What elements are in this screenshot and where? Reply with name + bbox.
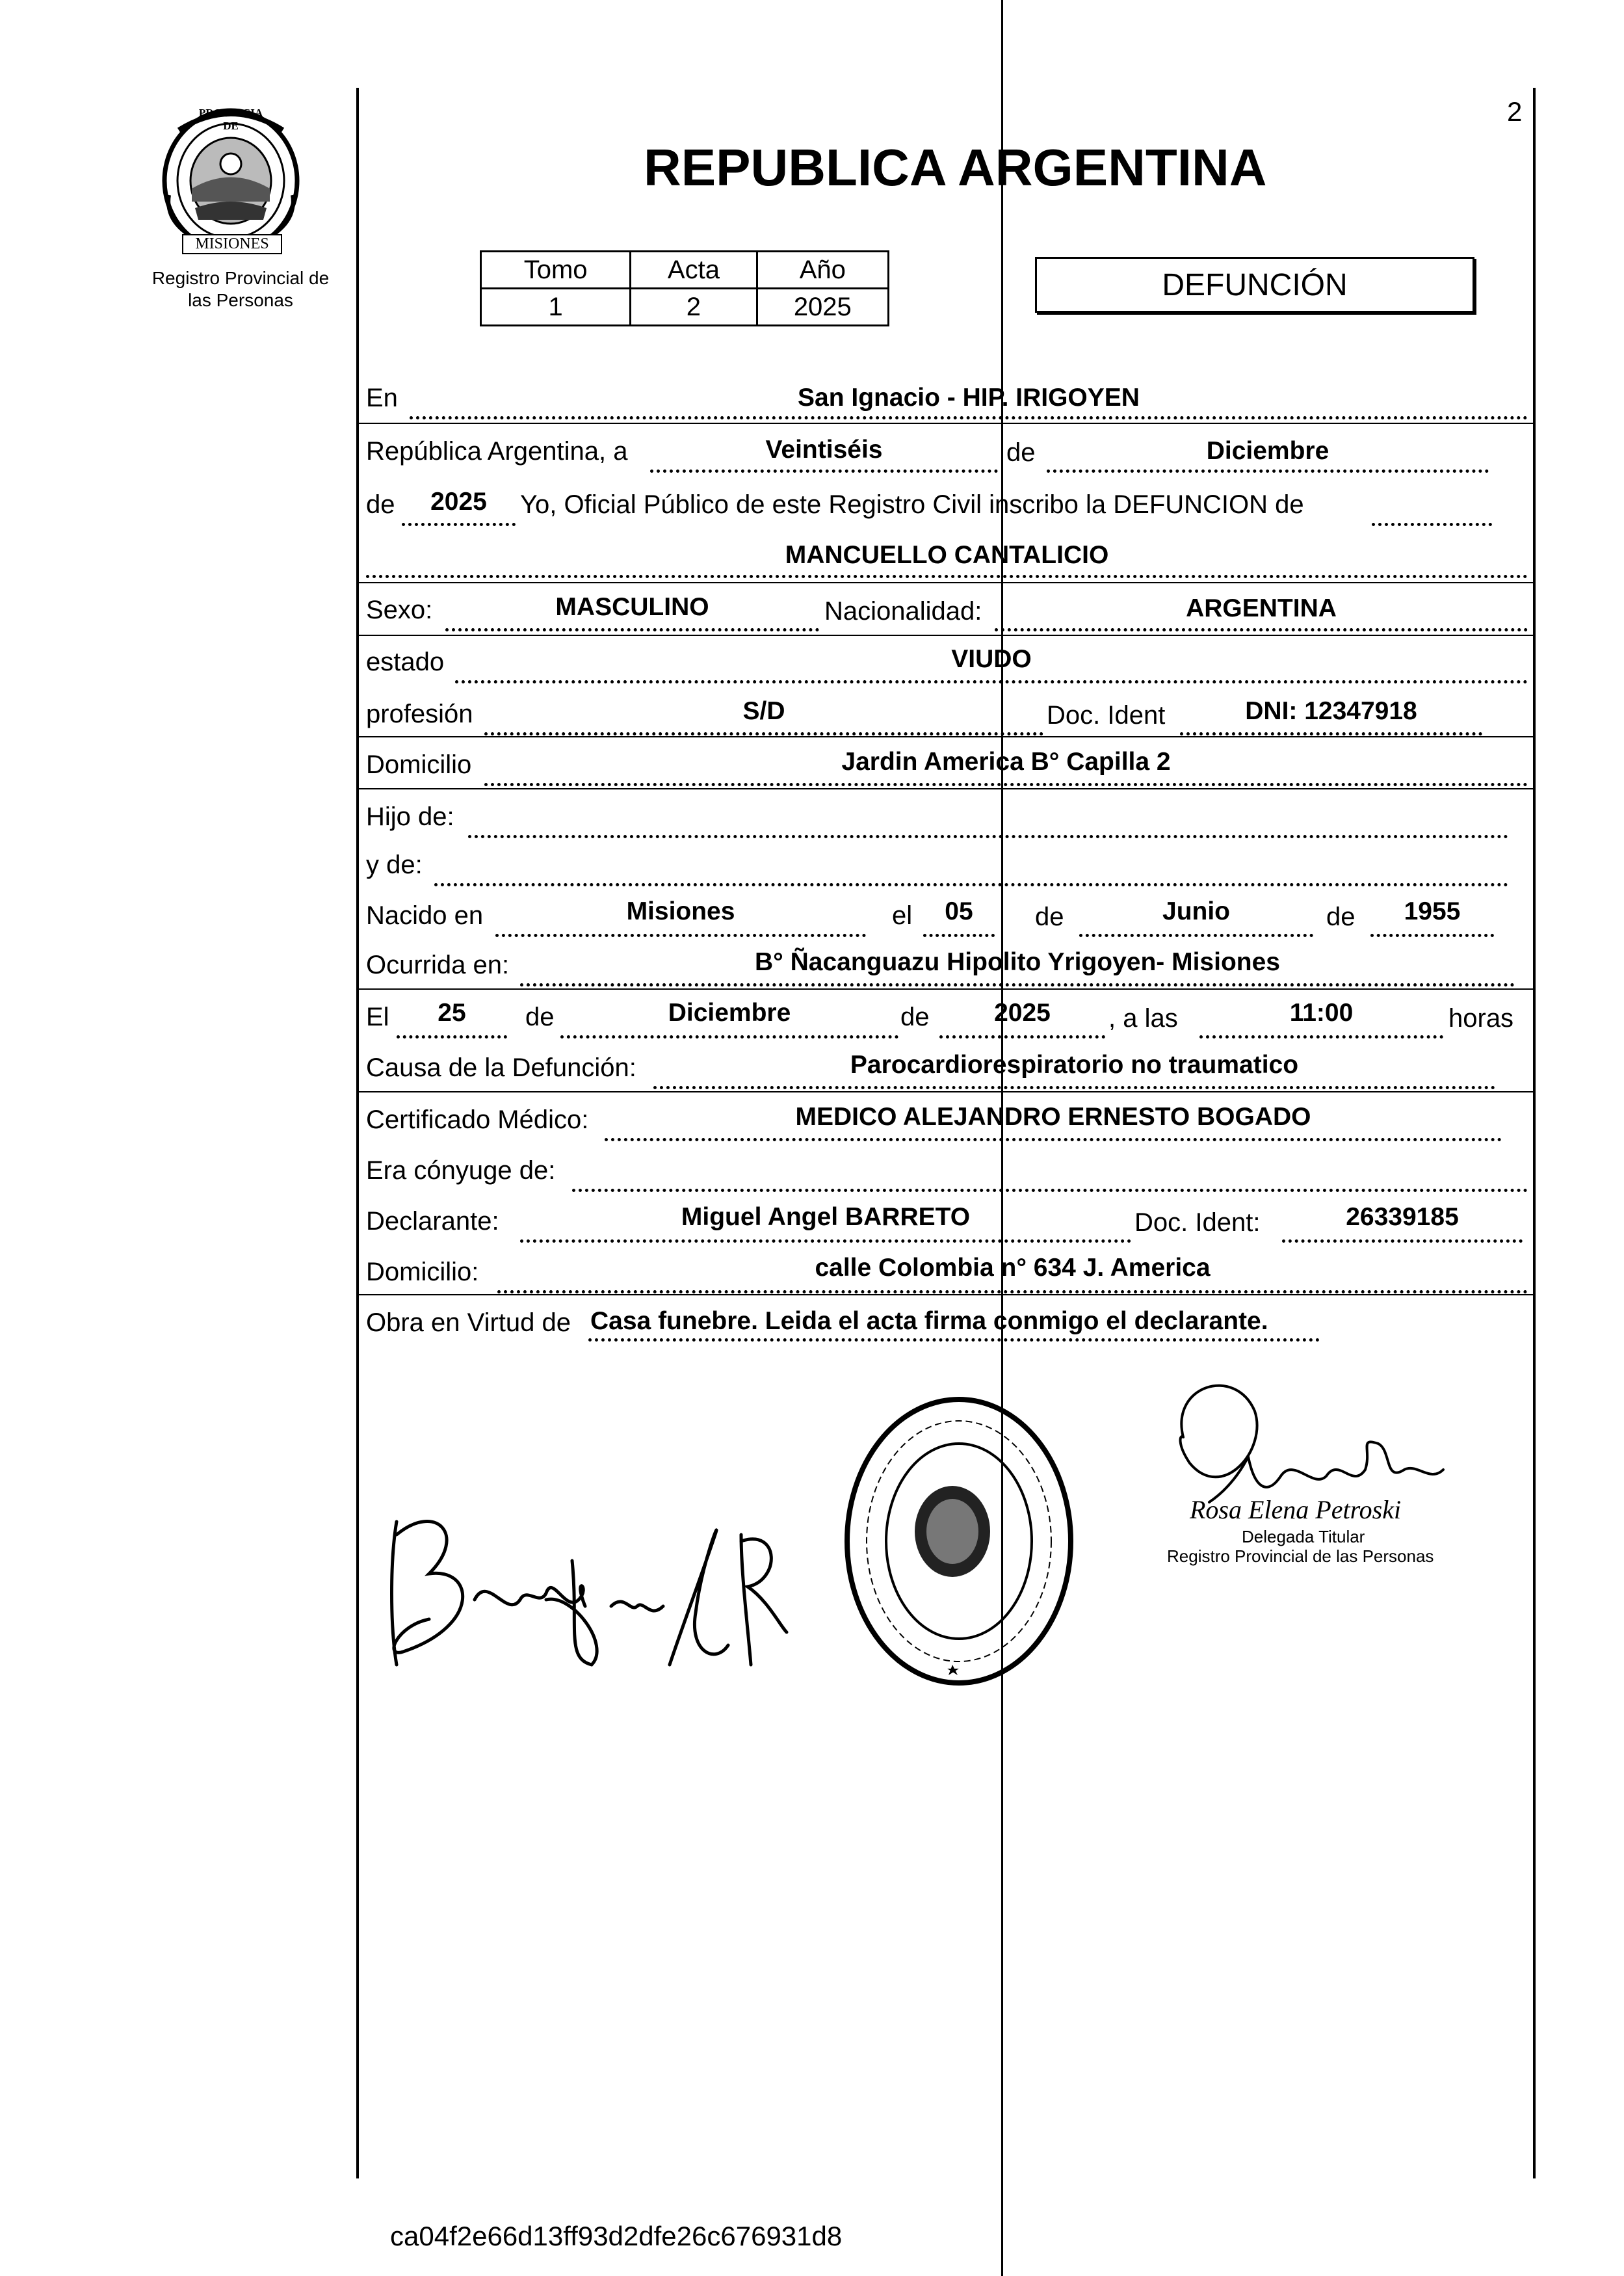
muerte-de1-label: de	[525, 1003, 555, 1031]
fecha-label: República Argentina, a	[366, 437, 628, 466]
row-rule	[359, 1294, 1533, 1295]
muerte-dia-value: 25	[438, 999, 466, 1027]
de-label: de	[1006, 438, 1036, 467]
registry-name-line2: las Personas	[188, 290, 293, 310]
muerte-de2-label: de	[900, 1003, 930, 1031]
left-margin-line	[356, 88, 359, 2178]
acta-header: Acta	[631, 252, 757, 289]
causa-label: Causa de la Defunción:	[366, 1053, 636, 1082]
muerte-mes-dots	[560, 1035, 898, 1039]
declarante-doc-value: 26339185	[1346, 1203, 1459, 1231]
nacido-dia-value: 05	[945, 897, 973, 925]
declarante-dots	[520, 1239, 1131, 1243]
nacido-lugar-dots	[495, 934, 866, 937]
dia-texto-value: Veintiséis	[765, 436, 883, 464]
anio-header: Año	[757, 252, 888, 289]
lugar-dots	[410, 416, 1528, 419]
estado-label: estado	[366, 648, 445, 676]
nacido-anio-dots	[1370, 934, 1494, 937]
logo-text-top: PROVINCIA DE	[198, 107, 263, 132]
causa-value: Parocardiorespiratorio no traumatico	[850, 1051, 1299, 1079]
sexo-value: MASCULINO	[555, 593, 709, 621]
act-number-table	[480, 250, 889, 326]
domicilio-dots	[484, 783, 1528, 786]
hora-value: 11:00	[1289, 999, 1354, 1027]
alas-label: , a las	[1108, 1004, 1178, 1033]
act-type-label: DEFUNCIÓN	[1162, 267, 1348, 302]
right-margin-line	[1533, 88, 1536, 2178]
hora-dots	[1199, 1035, 1443, 1039]
row-rule	[359, 1091, 1533, 1092]
muerte-el-label: El	[366, 1003, 389, 1031]
row-rule	[359, 788, 1533, 789]
registry-name-line1: Registro Provincial de	[151, 268, 330, 288]
profesion-dots	[484, 732, 1043, 735]
tomo-header: Tomo	[481, 252, 631, 289]
page-number: 2	[1507, 96, 1523, 127]
row-rule	[359, 988, 1533, 990]
obra-value: Casa funebre. Leida el acta firma conmigo el declarante.	[590, 1307, 1268, 1335]
doc-dots	[1180, 732, 1482, 735]
nacido-anio-value: 1955	[1404, 897, 1461, 925]
nombre-dots	[366, 575, 1528, 578]
certificado-dots	[605, 1138, 1502, 1141]
conyuge-label: Era cónyuge de:	[366, 1156, 556, 1185]
nacido-mes-value: Junio	[1162, 897, 1230, 925]
obra-dots	[588, 1338, 1320, 1342]
hijo-dots	[468, 835, 1508, 838]
declarant-signature	[377, 1496, 793, 1704]
muerte-anio-value: 2025	[994, 999, 1051, 1027]
profesion-label: profesión	[366, 700, 473, 728]
anio-value: 2025	[430, 488, 487, 516]
document-hash: ca04f2e66d13ff93d2dfe26c676931d8	[390, 2221, 843, 2251]
nacionalidad-value: ARGENTINA	[1186, 594, 1337, 622]
estado-dots	[455, 680, 1528, 683]
domicilio2-label: Domicilio:	[366, 1258, 479, 1286]
anio-dots	[402, 523, 516, 526]
anio-prefix-label: de	[366, 490, 395, 519]
doc-label: Doc. Ident	[1047, 701, 1166, 730]
domicilio-label: Domicilio	[366, 750, 472, 779]
inscripcion-text: Yo, Oficial Público de este Registro Civil inscribo la DEFUNCION de	[520, 490, 1304, 519]
act-type-box	[1035, 257, 1474, 313]
hijo-label: Hijo de:	[366, 802, 454, 831]
obra-label: Obra en Virtud de	[366, 1308, 571, 1337]
profesion-value: S/D	[742, 697, 785, 725]
certificado-label: Certificado Médico:	[366, 1105, 589, 1134]
causa-dots	[653, 1086, 1495, 1089]
inscripcion-dots	[1372, 523, 1492, 526]
row-rule	[359, 736, 1533, 737]
anio-value: 2025	[757, 289, 888, 326]
province-crest-logo	[156, 104, 306, 254]
acta-value: 2	[631, 289, 757, 326]
muerte-dia-dots	[397, 1035, 507, 1039]
official-title: Delegada Titular	[1242, 1527, 1365, 1546]
nacionalidad-dots	[995, 628, 1528, 631]
ocurrida-value: B° Ñacanguazu Hipolito Yrigoyen- Misiones	[755, 948, 1280, 976]
nacido-label: Nacido en	[366, 901, 484, 930]
horas-label: horas	[1448, 1004, 1514, 1033]
sexo-dots	[445, 628, 819, 631]
declarante-doc-dots	[1282, 1239, 1523, 1243]
lugar-label: En	[366, 384, 398, 412]
estado-value: VIUDO	[951, 645, 1032, 673]
muerte-anio-dots	[939, 1035, 1105, 1039]
declarante-doc-label: Doc. Ident:	[1134, 1208, 1261, 1237]
muerte-mes-value: Diciembre	[668, 999, 791, 1027]
doc-value: DNI: 12347918	[1245, 697, 1417, 725]
official-name: Rosa Elena Petroski	[1190, 1495, 1402, 1524]
page-title: REPUBLICA ARGENTINA	[644, 139, 1267, 196]
row-rule	[359, 635, 1533, 636]
domicilio2-dots	[497, 1290, 1528, 1293]
yde-label: y de:	[366, 851, 423, 879]
nacido-de1-label: de	[1035, 903, 1064, 931]
declarante-value: Miguel Angel BARRETO	[681, 1203, 971, 1231]
sexo-label: Sexo:	[366, 596, 433, 624]
logo-text-bottom: MISIONES	[182, 234, 282, 254]
yde-dots	[434, 883, 1508, 886]
nacido-lugar-value: Misiones	[626, 897, 735, 925]
ocurrida-label: Ocurrida en:	[366, 951, 510, 979]
official-registry: Registro Provincial de las Personas	[1167, 1546, 1434, 1566]
ocurrida-dots	[520, 983, 1515, 986]
official-stamp	[839, 1392, 1079, 1691]
certificado-value: MEDICO ALEJANDRO ERNESTO BOGADO	[795, 1103, 1311, 1131]
lugar-value: San Ignacio - HIP. IRIGOYEN	[798, 384, 1140, 412]
nacido-el-label: el	[892, 901, 913, 930]
domicilio2-value: calle Colombia n° 634 J. America	[815, 1254, 1211, 1282]
nombre-value: MANCUELLO CANTALICIO	[785, 541, 1109, 569]
nacido-dia-dots	[923, 934, 995, 937]
dia-dots	[650, 470, 998, 473]
nacido-mes-dots	[1079, 934, 1313, 937]
row-rule	[359, 423, 1533, 424]
mes-dots	[1047, 470, 1489, 473]
declarante-label: Declarante:	[366, 1207, 499, 1236]
mes-value: Diciembre	[1206, 437, 1329, 465]
conyuge-dots	[572, 1189, 1528, 1192]
nacido-de2-label: de	[1326, 903, 1356, 931]
tomo-value: 1	[481, 289, 631, 326]
domicilio-value: Jardin America B° Capilla 2	[841, 748, 1171, 776]
nacionalidad-label: Nacionalidad:	[824, 597, 982, 626]
row-rule	[359, 582, 1533, 583]
